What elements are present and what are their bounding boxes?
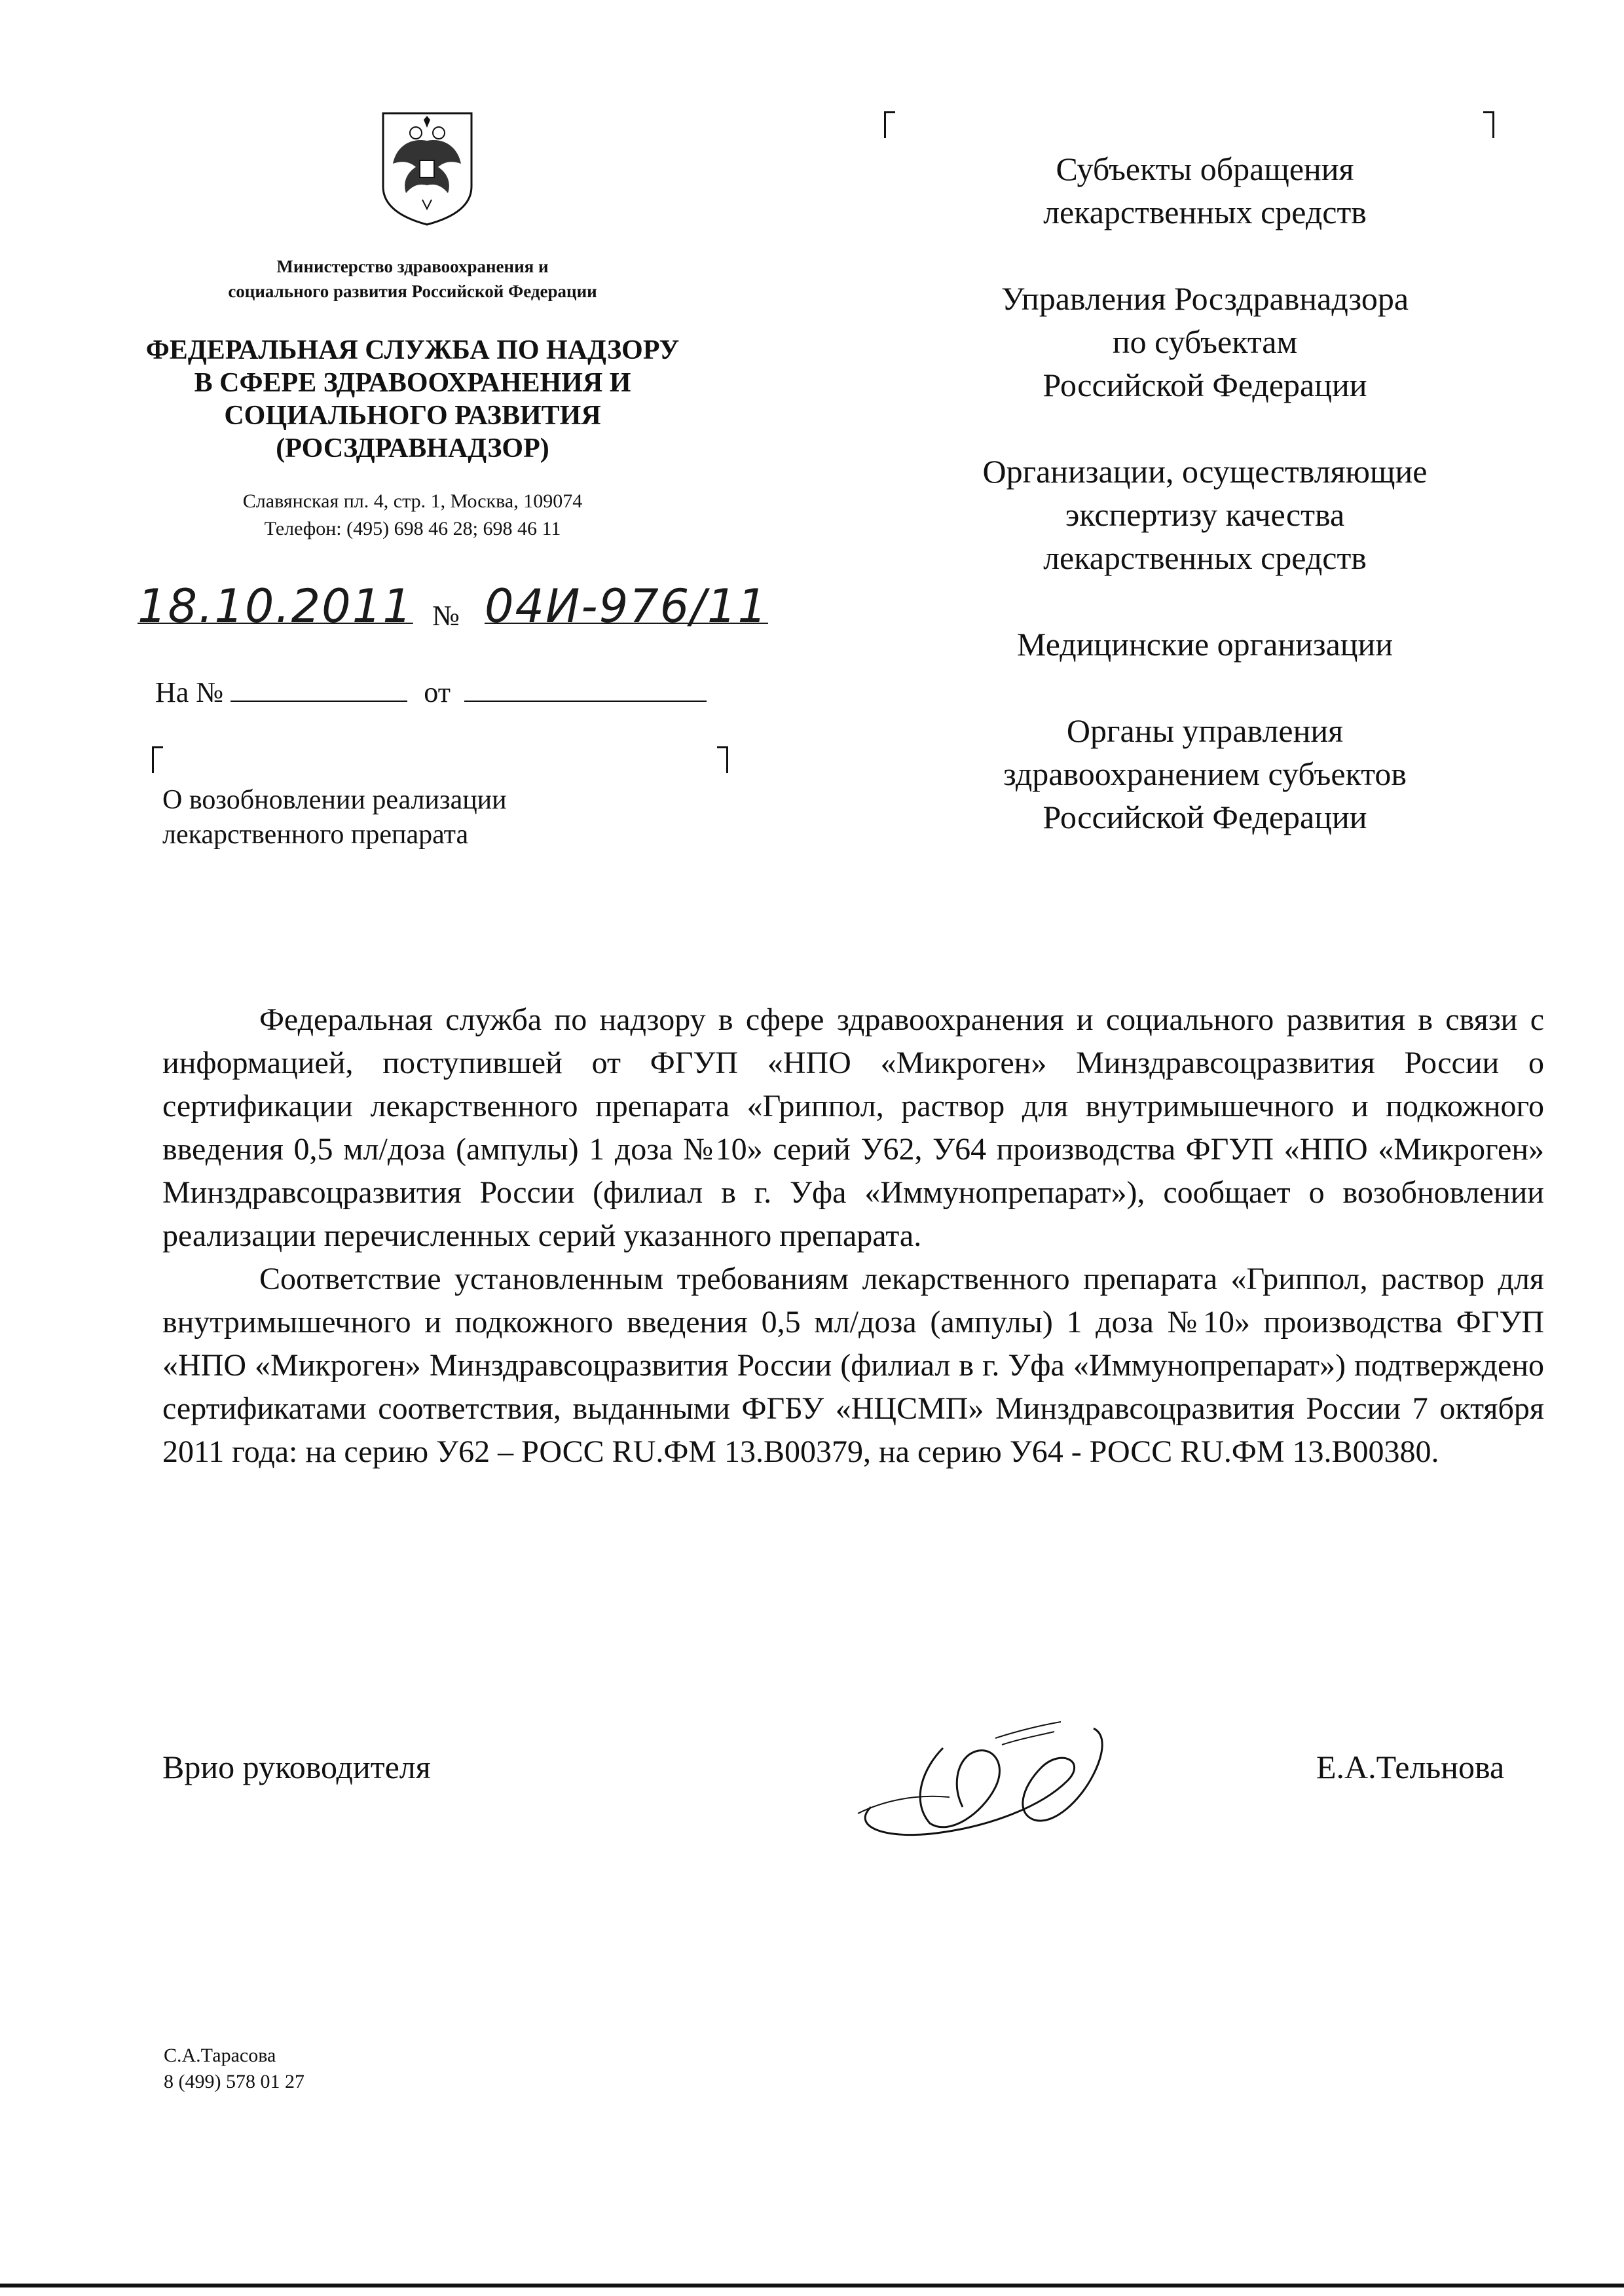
signatory-role: Врио руководителя bbox=[162, 1749, 431, 1785]
addressee-line: лекарственных средств bbox=[1043, 539, 1367, 576]
letter-subject bbox=[162, 783, 686, 852]
addressee-list bbox=[910, 147, 1500, 882]
addressee-line: Российской Федерации bbox=[1043, 367, 1367, 403]
addressee-line: здравоохранением субъектов bbox=[1003, 756, 1407, 792]
addressee-item bbox=[910, 147, 1500, 234]
registration-number: 04И-976/11 bbox=[485, 579, 768, 633]
page-bottom-rule bbox=[0, 2284, 1624, 2287]
reference-number-label: На № bbox=[155, 676, 224, 708]
addressee-item bbox=[910, 450, 1500, 579]
reference-number-blank bbox=[231, 677, 407, 702]
subject-corner-right bbox=[717, 746, 728, 773]
addressee-corner-left bbox=[884, 111, 895, 138]
subject-corner-left bbox=[152, 746, 163, 773]
addressee-line: Субъекты обращения bbox=[1056, 151, 1354, 187]
addressee-line: Организации, осуществляющие bbox=[982, 453, 1428, 490]
addressee-line: Управления Росздравнадзора bbox=[1001, 280, 1409, 317]
addressee-line: Медицинские организации bbox=[1016, 626, 1393, 663]
address-line-2: Телефон: (495) 698 46 28; 698 46 11 bbox=[264, 518, 561, 539]
registration-date: 18.10.2011 bbox=[138, 579, 413, 633]
subject-line-2: лекарственного препарата bbox=[162, 820, 469, 850]
addressee-item bbox=[910, 623, 1500, 666]
executor-phone: 8 (499) 578 01 27 bbox=[164, 2071, 304, 2092]
addressee-corner-right bbox=[1483, 111, 1494, 138]
registration-block bbox=[138, 579, 825, 651]
addressee-item bbox=[910, 277, 1500, 407]
addressee-item bbox=[910, 709, 1500, 839]
addressee-line: экспертизу качества bbox=[1065, 496, 1345, 533]
executor-info bbox=[164, 2043, 304, 2095]
addressee-line: Органы управления bbox=[1066, 712, 1344, 749]
addressee-line: лекарственных средств bbox=[1043, 194, 1367, 230]
reference-from-label: от bbox=[424, 676, 451, 708]
agency-line-1: ФЕДЕРАЛЬНАЯ СЛУЖБА ПО НАДЗОРУ bbox=[145, 335, 680, 365]
letter-body bbox=[162, 998, 1544, 1474]
handwritten-signature bbox=[845, 1709, 1120, 1846]
body-paragraph-1: Федеральная служба по надзору в сфере здравоохранения и социального развития в связи с информацией, поступившей от ФГУП «НПО «Микроген» Минздравсоцразвития России о сертификации лекарственного препарата «Гриппол, раствор для внутримышечного и подкожного введения 0,5 мл/доза (ампулы) 1 доза №10» серий У62, У64 производства ФГУП «НПО «Микроген» Минздравсоцразвития России (филиал в г. Уфа «Иммунопрепарат»), сообщает о возобновлении реализации перечисленных серий указанного препарата. bbox=[162, 1002, 1544, 1253]
ministry-line-2: социального развития Российской Федерации bbox=[228, 282, 597, 301]
address-line-1: Славянская пл. 4, стр. 1, Москва, 109074 bbox=[242, 490, 583, 512]
agency-line-2: В СФЕРЕ ЗДРАВООХРАНЕНИЯ И bbox=[194, 368, 631, 398]
reference-line bbox=[155, 676, 745, 709]
ministry-line-1: Министерство здравоохранения и bbox=[276, 257, 549, 276]
agency-address bbox=[151, 488, 674, 543]
body-paragraph-2: Соответствие установленным требованиям лекарственного препарата «Гриппол, раствор для внутримышечного и подкожного введения 0,5 мл/доза (ампулы) 1 доза №10» производства ФГУП «НПО «Микроген» Минздравсоцразвития России (филиал в г. Уфа «Иммунопрепарат») подтверждено сертификатами соответствия, выданными ФГБУ «НЦСМП» Минздравсоцразвития России 7 октября 2011 года: на серию У62 – РОСС RU.ФМ 13.В00379, на серию У64 - РОСС RU.ФМ 13.В00380. bbox=[162, 1262, 1544, 1469]
number-sign: № bbox=[432, 600, 460, 632]
addressee-line: Российской Федерации bbox=[1043, 799, 1367, 835]
ministry-name bbox=[151, 254, 674, 304]
subject-line-1: О возобновлении реализации bbox=[162, 785, 507, 815]
agency-line-4: (РОСЗДРАВНАДЗОР) bbox=[276, 433, 549, 464]
addressee-line: по субъектам bbox=[1112, 323, 1298, 360]
agency-name bbox=[98, 334, 727, 465]
agency-line-3: СОЦИАЛЬНОГО РАЗВИТИЯ bbox=[224, 401, 601, 431]
executor-name: С.А.Тарасова bbox=[164, 2045, 276, 2066]
coat-of-arms-emblem bbox=[370, 108, 485, 229]
signatory-name: Е.А.Тельнова bbox=[1316, 1749, 1505, 1785]
reference-date-blank bbox=[464, 677, 707, 702]
